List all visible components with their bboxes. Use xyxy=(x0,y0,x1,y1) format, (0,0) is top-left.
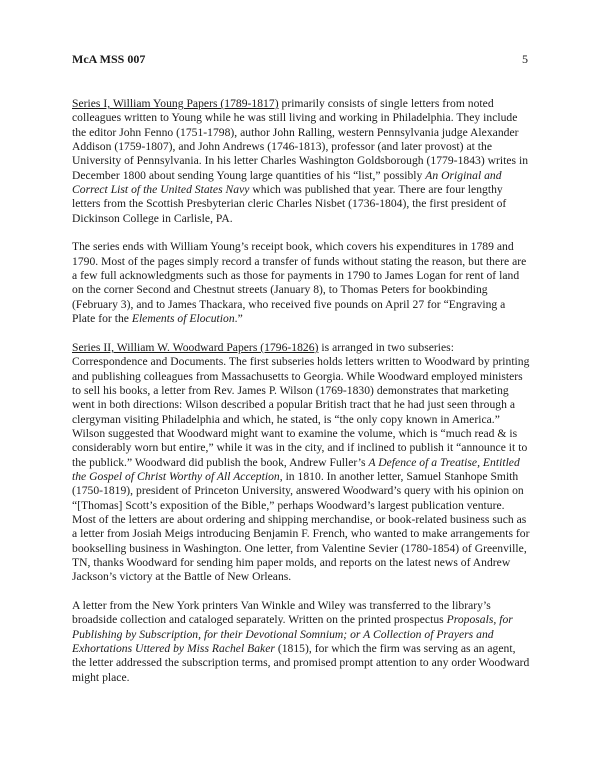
paragraph-text: (1815), for which the firm was serving as an agent, the letter addressed the subscription terms, and promised prompt attention to any order Woodward might place. xyxy=(72,642,530,684)
paragraph-text: The series ends with William Young’s receipt book, which covers his expenditures in 1789 and 1790. Most of the pages simply record a transfer of funds without stating the reason, but there are a few full acknowledgments such as those for payments in 1790 to James Logan for rent of land on the corner Second and Chestnut streets (January 8), to Thomas Peters for bookbinding (February 3), and to James Thackara, who received five pounds on April 27 for “Engraving a Plate for the xyxy=(72,240,527,326)
page-number: 5 xyxy=(522,52,528,66)
page-header xyxy=(72,52,528,67)
collection-id: McA MSS 007 xyxy=(72,52,146,66)
paragraph-series-2 xyxy=(72,341,530,585)
paragraph-text: primarily consists of single letters from noted colleagues written to Young while he was still living and working in Philadelphia. They include the editor John Fenno (1751-1798), author John Ralling, western Pennsylvania judge Alexander Addison (1759-1807), and John Andrews (1746-1813), professor (and later provost) at the University of Pennsylvania. In his letter Charles Washington Goldsborough (1779-1843) writes in December 1800 about sending Young large quantities of his “list,” possibly xyxy=(72,97,529,182)
italic-title: A Defence of a Treatise, Entitled the Gospel of Christ Worthy of All Acception xyxy=(72,455,520,483)
italic-title: Proposals, for Publishing by Subscription, for their Devotional Somnium; or A Collection of Prayers and Exhortations Uttered by Miss Rachel Baker xyxy=(72,613,513,656)
paragraph-series-1 xyxy=(72,97,530,226)
paragraph-text: which was published that year. There are four lengthy letters from the Scottish Presbyterian cleric Charles Nisbet (1736-1804), the first president of Dickinson College in Carlisle, PA. xyxy=(72,183,507,225)
paragraph-text: .” xyxy=(234,312,243,326)
paragraph-van-winkle-letter xyxy=(72,599,530,685)
italic-title: Elements of Elocution xyxy=(131,312,235,326)
paragraph-text: , in 1810. In another letter, Samuel Stanhope Smith (1750-1819), president of Princeton University, answered Woodward’s query with his opinion on “[Thomas] Scott’s exposition of the Bible,” perhaps Woodward’s largest publication venture. Most of the letters are about ordering and shipping merchandise, or book-related business such as a letter from Josiah Meigs introducing Benjamin F. French, who wanted to make arrangements for bookselling business in Washington. One letter, from Valentine Sevier (1780-1854) of Greenville, TN, thanks Woodward for sending him paper molds, and reports on the latest news of Andrew Jackson’s victory at the Battle of New Orleans. xyxy=(72,469,530,584)
paragraph-receipt-book xyxy=(72,240,530,326)
paragraph-text: is arranged in two subseries: Correspondence and Documents. The first subseries holds letters written to Woodward by printing and publishing colleagues from Massachusetts to Georgia. While Woodward employed ministers to sell his books, a letter from Rev. James P. Wilson (1769-1830) demonstrates that marketing went in both directions: Wilson described a popular British tract that he had just seen through a clergyman visiting Philadelphia and which, he stated, is “the only copy known in America.” Wilson suggested that Woodward might want to examine the volume, which is “much read & is considerably worn but entire,” while it was in the city, and if inclined to publish it “announce it to the publick.” Woodward did publish the book, Andrew Fuller’s xyxy=(72,340,530,469)
document-body xyxy=(72,97,530,699)
italic-title: An Original and Correct List of the United States Navy xyxy=(72,168,502,197)
series-2-heading-link[interactable]: Series II, William W. Woodward Papers (1796-1826) xyxy=(72,340,319,354)
series-1-heading-link[interactable]: Series I, William Young Papers (1789-1817) xyxy=(72,97,279,110)
paragraph-text: A letter from the New York printers Van Winkle and Wiley was transferred to the library’s broadside collection and cataloged separately. Written on the printed prospectus xyxy=(72,599,491,627)
